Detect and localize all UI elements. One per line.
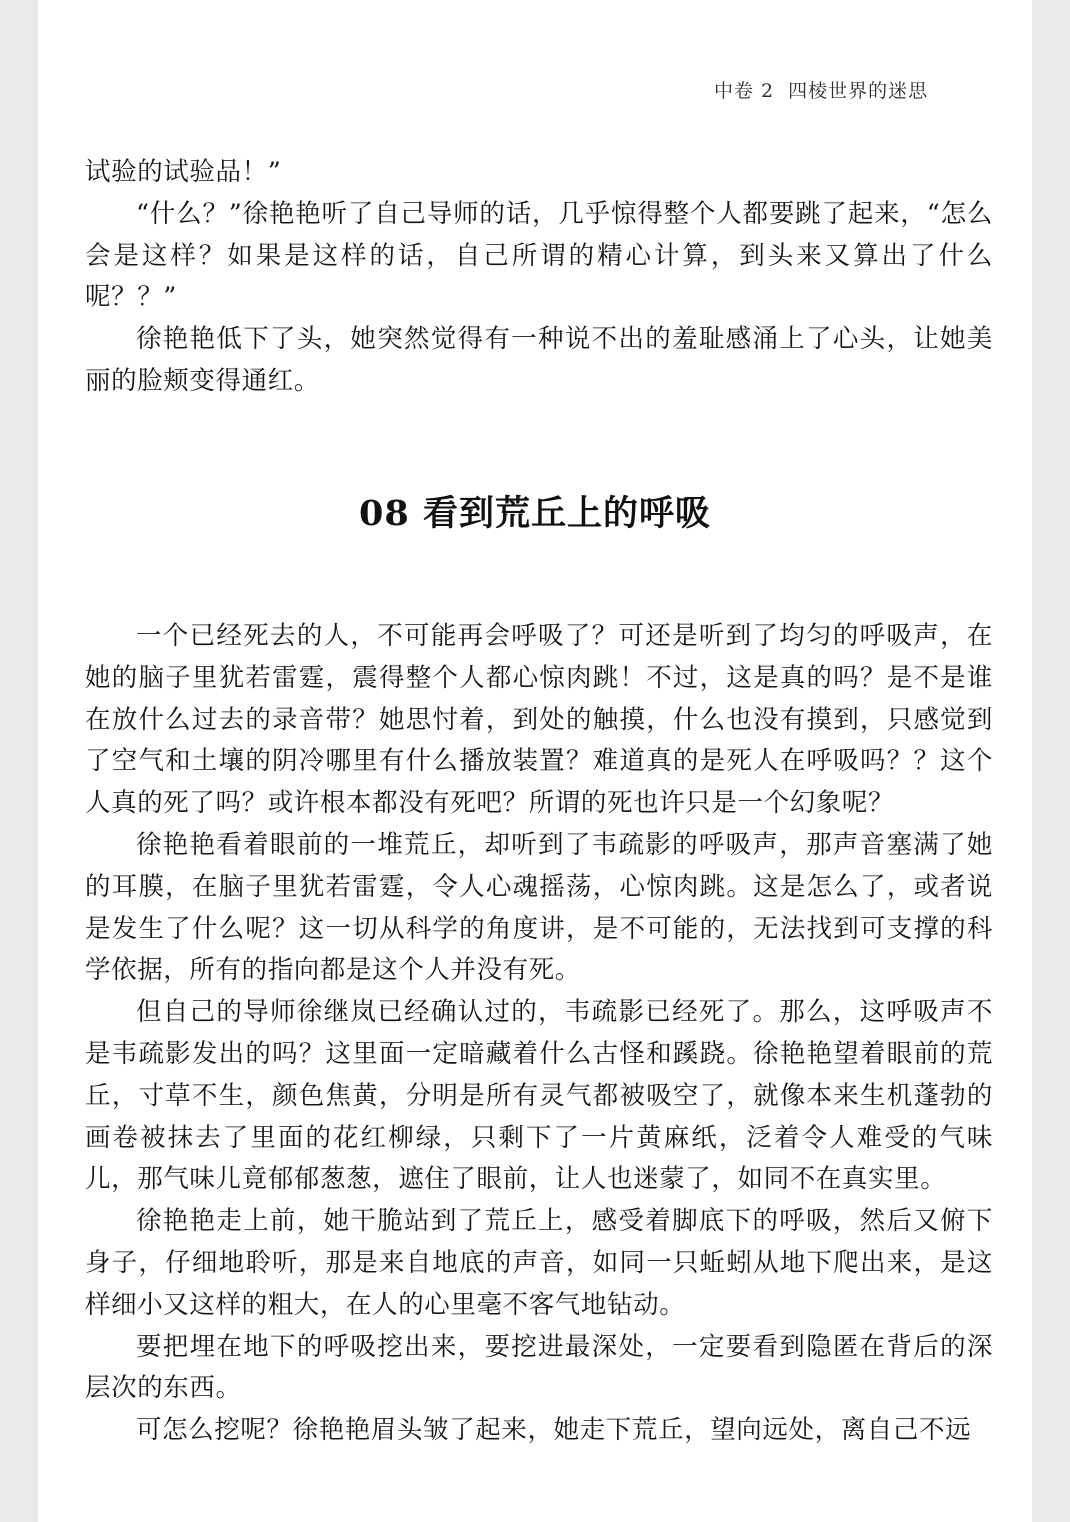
running-header [714,76,928,103]
paragraph: 徐艳艳看着眼前的一堆荒丘，却听到了韦疏影的呼吸声，那声音塞满了她的耳膜，在脑子里犹若雷霆，令人心魂摇荡，心惊肉跳。这是怎么了，或者说是发生了什么呢？这一切从科学的角度讲，是不可能的，无法找到可支撑的科学依据，所有的指向都是这个人并没有死。 [85,829,993,986]
chapter-title: 08 看到荒丘上的呼吸 [359,493,711,534]
paragraph: 要把埋在地下的呼吸挖出来，要挖进最深处，一定要看到隐匿在背后的深层次的东西。 [85,1331,993,1404]
book-page [38,0,1032,1522]
paragraph: 可怎么挖呢？徐艳艳眉头皱了起来，她走下荒丘，望向远处，离自己不远 [136,1415,972,1446]
paragraph: 一个已经死去的人，不可能再会呼吸了？可还是听到了均匀的呼吸声，在她的脑子里犹若雷霆，震得整个人都心惊肉跳！不过，这是真的吗？是不是谁在放什么过去的录音带？她思忖着，到处的触摸，什么也没有摸到，只感觉到了空气和土壤的阴冷哪里有什么播放装置？难道真的是死人在呼吸吗？？这个人真的死了吗？或许根本都没有死吧？所谓的死也许只是一个幻象呢？ [85,621,993,819]
paragraph: “什么？”徐艳艳听了自己导师的话，几乎惊得整个人都要跳了起来，“怎么会是这样？如果是这样的话，自己所谓的精心计算，到头来又算出了什么呢？？” [85,198,993,313]
top-text-block [85,152,993,403]
paragraph: 但自己的导师徐继岚已经确认过的，韦疏影已经死了。那么，这呼吸声不是韦疏影发出的吗？这里面一定暗藏着什么古怪和蹊跷。徐艳艳望着眼前的荒丘，寸草不生，颜色焦黄，分明是所有灵气都被吸空了，就像本来生机蓬勃的画卷被抹去了里面的花红柳绿，只剩下了一片黄麻纸，泛着令人难受的气味儿，那气味儿竟郁郁葱葱，遮住了眼前，让人也迷蒙了，如同不在真实里。 [85,997,993,1195]
paragraph: 徐艳艳走上前，她干脆站到了荒丘上，感受着脚底下的呼吸，然后又俯下身子，仔细地聆听，那是来自地底的声音，如同一只蚯蚓从地下爬出来，是这样细小又这样的粗大，在人的心里毫不客气地钻动。 [85,1206,993,1320]
header-title: 四棱世界的迷思 [788,80,929,102]
paragraph: 徐艳艳低下了头，她突然觉得有一种说不出的羞耻感涌上了心头，让她美丽的脸颊变得通红。 [85,324,993,396]
paragraph: 试验的试验品！” [85,157,282,187]
header-volume: 中卷 2 [714,80,775,102]
main-text-block [85,616,993,1452]
